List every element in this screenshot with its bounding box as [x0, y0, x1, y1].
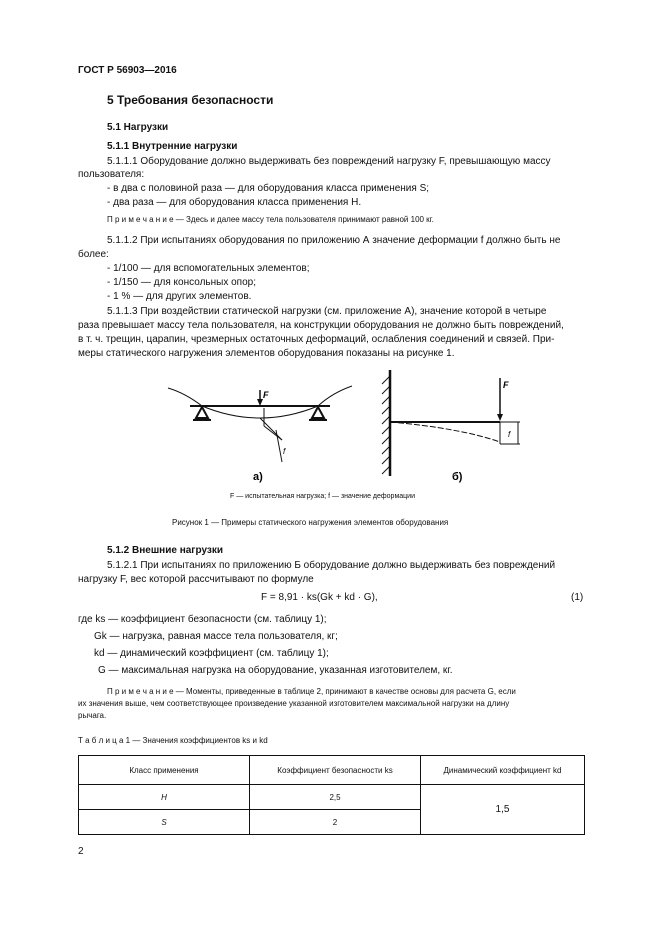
list-item: - в два с половиной раза — для оборудования класса применения S; [107, 183, 430, 194]
subsubsection-title: 5.1.1 Внутренние нагрузки [107, 141, 238, 152]
doc-header: ГОСТ Р 56903—2016 [78, 65, 177, 76]
figure-caption: Рисунок 1 — Примеры статического нагружения элементов оборудования [172, 518, 449, 527]
list-item: - 1/100 — для вспомогательных элементов; [107, 263, 310, 274]
list-item: - 1 % — для других элементов. [107, 291, 252, 302]
page-number: 2 [78, 846, 84, 857]
note: их значения выше, чем соответствующее произведение указанной изготовителем максимальной нагрузки на длину [78, 699, 510, 708]
note: рычага. [78, 711, 107, 720]
label-force-b: F [503, 380, 509, 390]
paragraph-line: 5.1.2.1 При испытаниях по приложению Б оборудование должно выдерживать без повреждений [107, 560, 556, 571]
paragraph-line: в т. ч. трещин, царапин, чрезмерных остаточных деформаций, ослабления соединений и связей. При- [78, 334, 555, 345]
label-case-b: б) [452, 471, 463, 483]
figure-legend: F — испытательная нагрузка; f — значение деформации [230, 493, 415, 500]
table-cell: S [79, 810, 250, 835]
note: П р и м е ч а н и е — Моменты, приведенные в таблице 2, принимают в качестве основы для расчета G, если [107, 687, 516, 696]
paragraph-line: более: [78, 249, 109, 260]
table-cell: 2,5 [250, 785, 421, 810]
table-header-cell: Коэффициент безопасности ks [250, 756, 421, 785]
formula: F = 8,91 · ks(Gk + kd · G), [261, 592, 378, 603]
section-title: 5 Требования безопасности [107, 93, 274, 107]
cantilever-deflection [390, 422, 500, 442]
list-item: - 1/150 — для консольных опор; [107, 277, 256, 288]
label-deflection-b: f [508, 430, 511, 439]
paragraph-line: пользователя: [78, 169, 145, 180]
label-force-a: F [263, 390, 269, 400]
label-deflection-a: f [283, 447, 286, 456]
table-header-cell: Класс применения [79, 756, 250, 785]
where-line: где ks — коэффициент безопасности (см. таблицу 1); [78, 614, 327, 625]
where-line: kd — динамический коэффициент (см. таблицу 1); [94, 648, 329, 659]
formula-number: (1) [571, 592, 584, 603]
paragraph-line: 5.1.1.3 При воздействии статической нагрузки (см. приложение А), значение которой в четыре [107, 306, 547, 317]
subsubsection-title: 5.1.2 Внешние нагрузки [107, 545, 224, 556]
table-cell: H [79, 785, 250, 810]
table-header-cell: Динамический коэффициент kd [421, 756, 585, 785]
paragraph-line: раза превышает массу тела пользователя, на конструкции оборудования не должно быть повреждений, [78, 320, 564, 331]
paragraph-line: меры статического нагружения элементов оборудования показаны на рисунке 1. [78, 348, 455, 359]
paragraph-line: 5.1.1.1 Оборудование должно выдерживать без повреждений нагрузку F, превышающую массу [107, 156, 551, 167]
table-cell: 2 [250, 810, 421, 835]
support-left [196, 407, 208, 418]
table-row [79, 785, 585, 810]
deflection-curve [202, 406, 318, 418]
paragraph-line: нагрузку F, вес которой рассчитывают по формуле [78, 574, 314, 585]
table-caption: Т а б л и ц а 1 — Значения коэффициентов ks и kd [78, 736, 268, 745]
subsection-title: 5.1 Нагрузки [107, 122, 169, 133]
list-item: - два раза — для оборудования класса применения H. [107, 197, 362, 208]
where-line: G — максимальная нагрузка на оборудование, указанная изготовителем, кг. [98, 665, 453, 676]
coefficients-table [78, 755, 585, 835]
where-line: Gk — нагрузка, равная массе тела пользователя, кг; [94, 631, 338, 642]
label-case-a: а) [253, 471, 263, 483]
support-right [312, 407, 324, 418]
table-cell-kd: 1,5 [421, 785, 585, 835]
note: П р и м е ч а н и е — Здесь и далее массу тела пользователя принимают равной 100 кг. [107, 215, 434, 224]
figure-loading-diagram [160, 368, 530, 488]
paragraph-line: 5.1.1.2 При испытаниях оборудования по приложению А значение деформации f должно быть не [107, 235, 561, 246]
